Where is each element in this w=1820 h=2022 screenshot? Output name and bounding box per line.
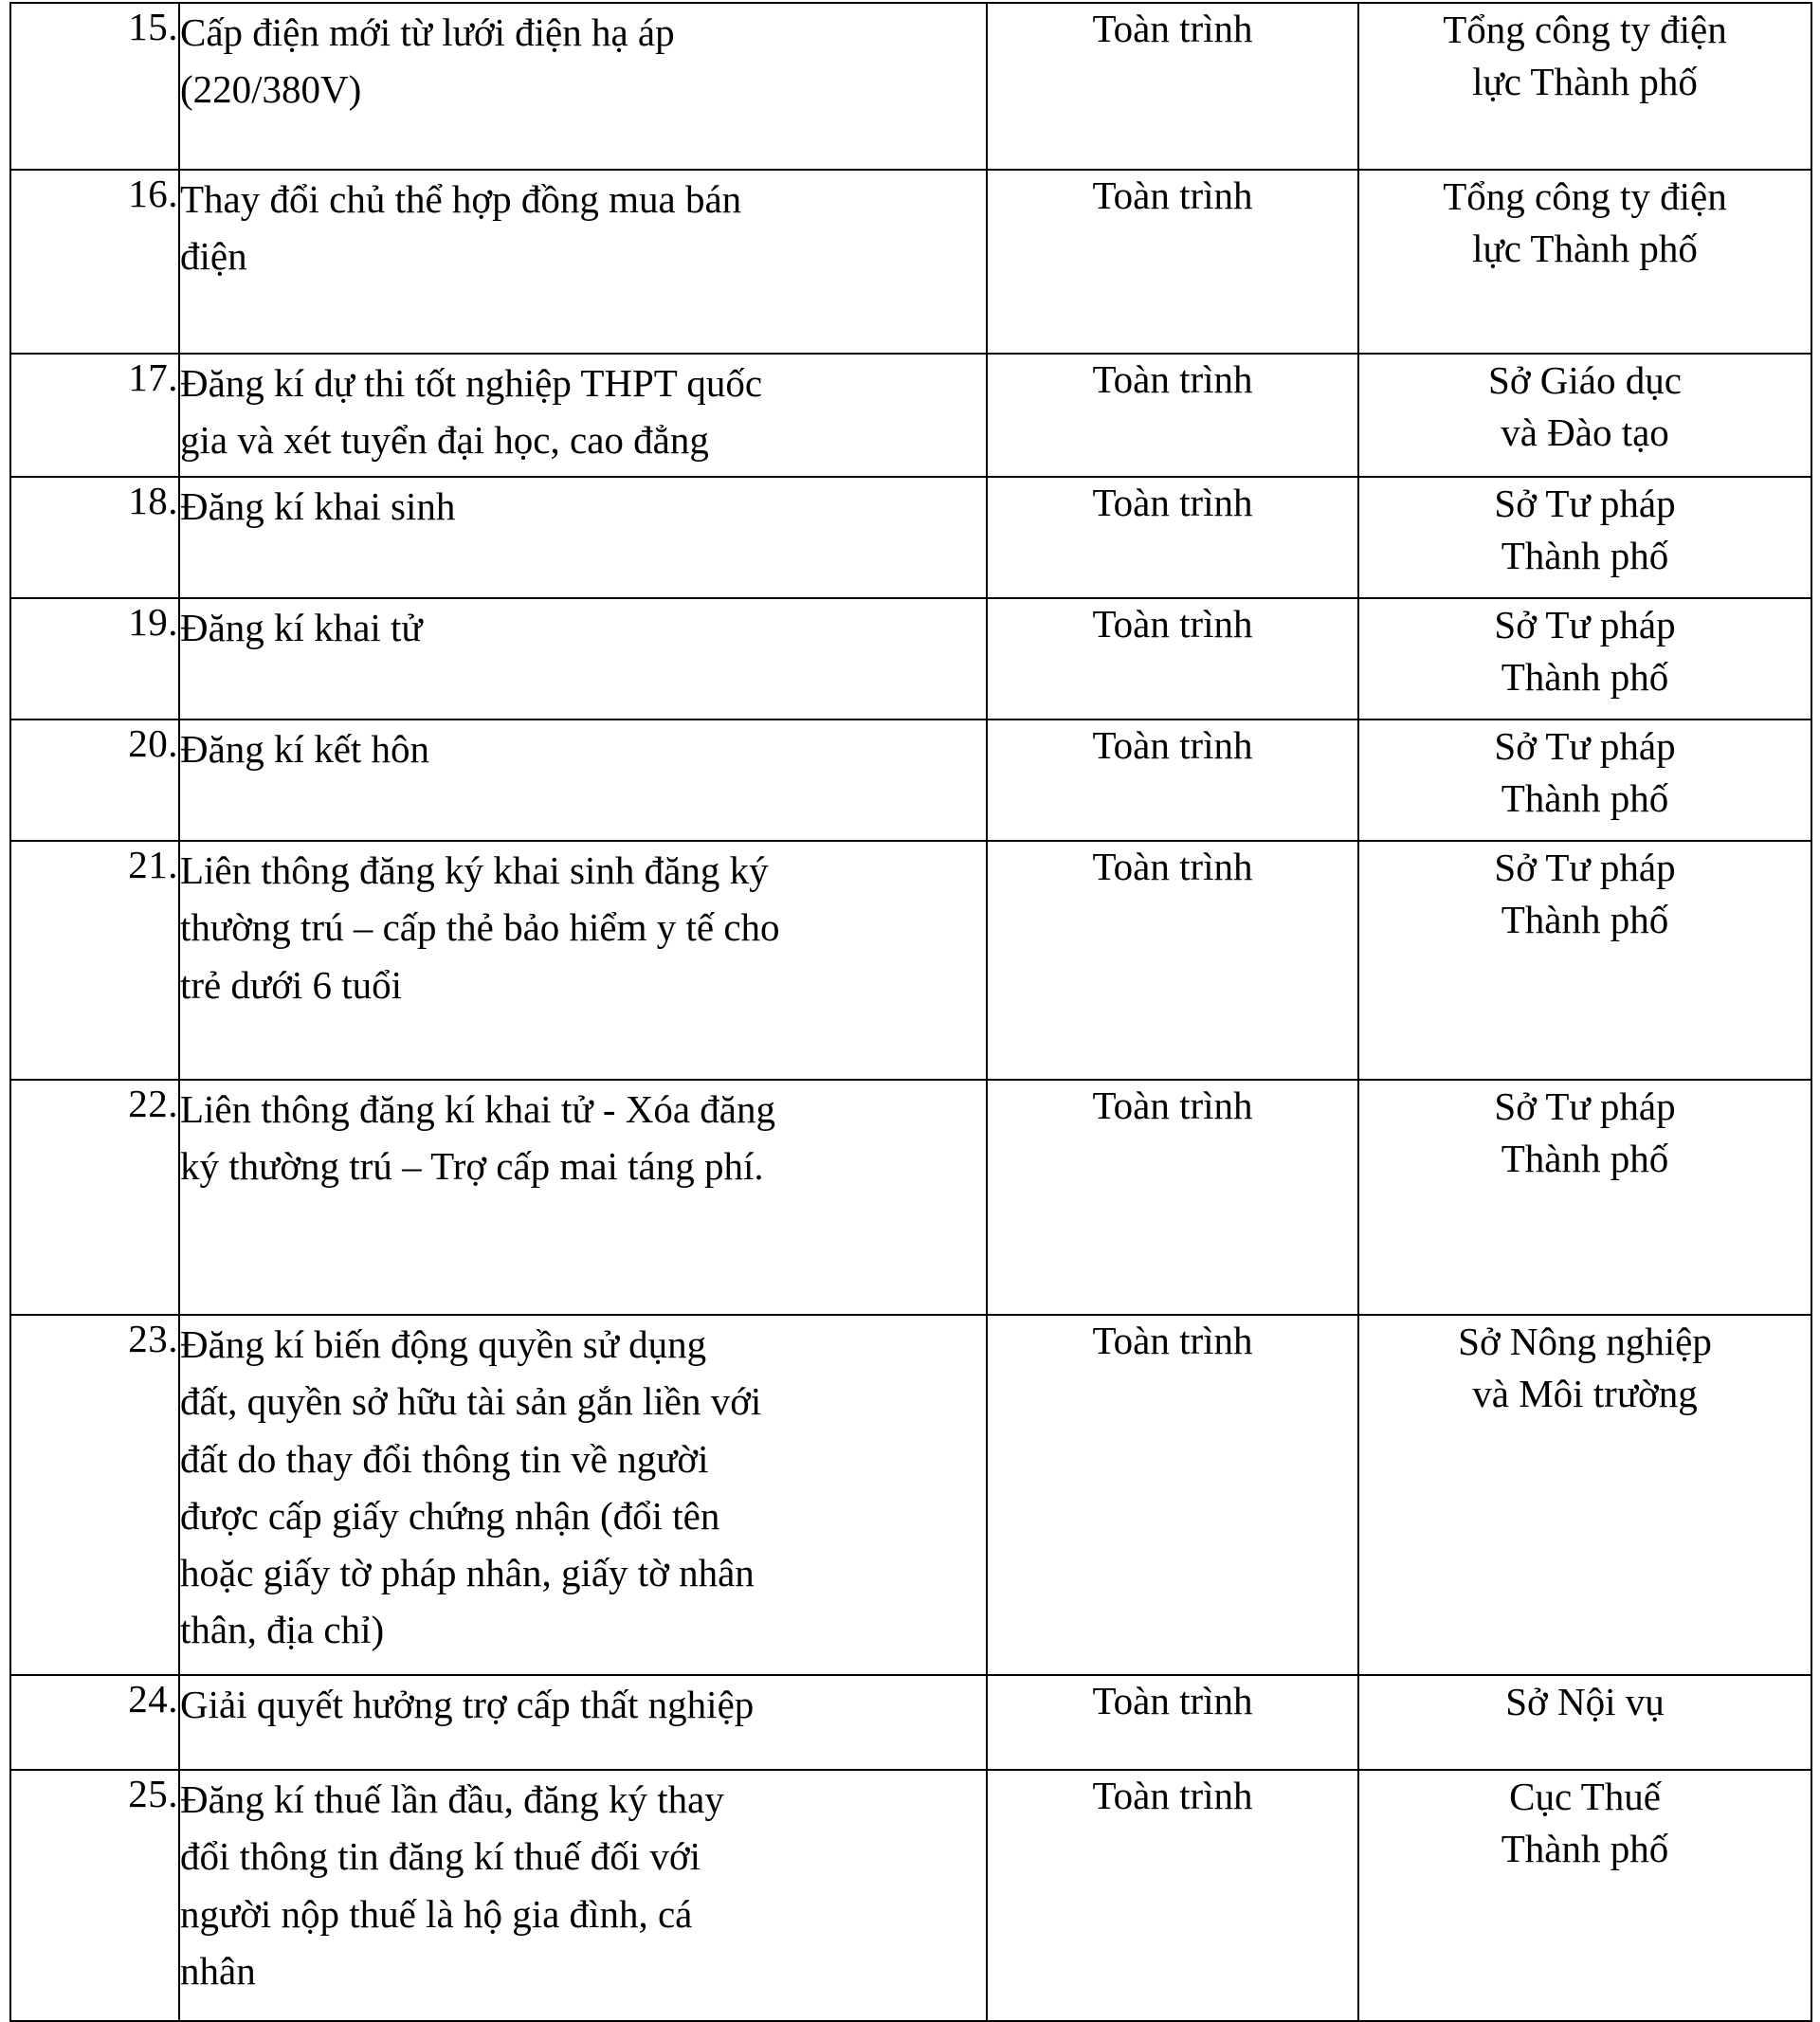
service-name-line: thân, địa chỉ) [180,1608,385,1652]
table-row [10,477,1811,598]
service-name-line: Liên thông đăng kí khai tử - Xóa đăng [180,1087,775,1131]
service-name-cell [179,1675,987,1770]
table-row [10,1770,1811,2021]
responsible-agency-line: Sở Giáo dục [1488,358,1682,402]
service-name-cell [179,170,987,354]
responsible-agency-line: và Môi trường [1472,1372,1698,1416]
responsible-agency-cell [1358,170,1811,354]
service-name-cell [179,598,987,720]
table-row [10,1675,1811,1770]
service-name-line: đất, quyền sở hữu tài sản gắn liền với [180,1379,762,1424]
row-number-cell: 21. [10,841,179,1080]
responsible-agency-line: và Đào tạo [1501,410,1669,455]
service-name-line: đổi thông tin đăng kí thuế đối với [180,1834,701,1879]
service-name-cell [179,3,987,170]
table-row [10,1315,1811,1675]
service-name-cell [179,1315,987,1675]
service-name-line: (220/380V) [180,67,362,112]
row-number-cell: 16. [10,170,179,354]
responsible-agency-line: Cục Thuế [1509,1775,1661,1818]
row-number-cell: 18. [10,477,179,598]
service-name-line: hoặc giấy tờ pháp nhân, giấy tờ nhân [180,1551,755,1595]
table-row [10,1080,1811,1315]
service-name-cell [179,720,987,841]
responsible-agency-cell [1358,354,1811,477]
responsible-agency-line: Sở Nông nghiệp [1458,1320,1712,1363]
service-name-cell [179,477,987,598]
service-name-line: Đăng kí biến động quyền sử dụng [180,1322,707,1366]
responsible-agency-cell [1358,3,1811,170]
responsible-agency-line: Thành phố [1501,534,1669,578]
table-row [10,170,1811,354]
service-name-cell [179,1080,987,1315]
row-number-cell: 23. [10,1315,179,1675]
responsible-agency-line: Tổng công ty điện [1443,8,1727,51]
row-number-cell: 24. [10,1675,179,1770]
responsible-agency-line: Sở Tư pháp [1494,482,1676,525]
service-level-cell: Toàn trình [987,841,1358,1080]
table-row [10,720,1811,841]
responsible-agency-line: Sở Tư pháp [1494,724,1676,768]
row-number-cell: 17. [10,354,179,477]
responsible-agency-cell [1358,1080,1811,1315]
table-row [10,3,1811,170]
table-row [10,598,1811,720]
service-name-line: người nộp thuế là hộ gia đình, cá [180,1891,693,1936]
responsible-agency-cell [1358,598,1811,720]
service-name-line: đất do thay đổi thông tin về người [180,1436,709,1481]
responsible-agency-line: Thành phố [1501,1827,1669,1871]
row-number-cell: 25. [10,1770,179,2021]
service-name-line: nhân [180,1948,256,1993]
responsible-agency-cell [1358,477,1811,598]
responsible-agency-cell [1358,720,1811,841]
responsible-agency-line: Sở Tư pháp [1494,1084,1676,1128]
service-name-line: ký thường trú – Trợ cấp mai táng phí. [180,1144,764,1189]
table-row [10,354,1811,477]
row-number-cell: 22. [10,1080,179,1315]
service-name-cell [179,1770,987,2021]
service-level-cell: Toàn trình [987,3,1358,170]
service-name-line: Giải quyết hưởng trợ cấp thất nghiệp [180,1683,755,1726]
service-name-cell [179,841,987,1080]
service-level-cell: Toàn trình [987,1770,1358,2021]
service-level-cell: Toàn trình [987,1080,1358,1315]
service-name-line: trẻ dưới 6 tuổi [180,962,403,1007]
row-number-cell: 20. [10,720,179,841]
service-name-line: Đăng kí khai tử [180,606,423,649]
service-name-line: Đăng kí thuế lần đầu, đăng ký thay [180,1777,724,1821]
service-name-line: điện [180,234,247,279]
service-level-cell: Toàn trình [987,1315,1358,1675]
service-name-line: được cấp giấy chứng nhận (đổi tên [180,1493,720,1538]
table-body [10,3,1811,2021]
service-name-line: Đăng kí khai sinh [180,484,456,528]
document-page [0,2,1820,1993]
service-name-line: Thay đổi chủ thể hợp đồng mua bán [180,177,742,221]
service-name-line: thường trú – cấp thẻ bảo hiểm y tế cho [180,905,780,950]
service-level-cell: Toàn trình [987,720,1358,841]
responsible-agency-line: Sở Tư pháp [1494,846,1676,889]
service-level-cell: Toàn trình [987,170,1358,354]
responsible-agency-line: lực Thành phố [1472,227,1698,271]
service-level-cell: Toàn trình [987,598,1358,720]
responsible-agency-cell [1358,1770,1811,2021]
service-level-cell: Toàn trình [987,477,1358,598]
row-number-cell: 15. [10,3,179,170]
row-number-cell: 19. [10,598,179,720]
responsible-agency-line: Thành phố [1501,655,1669,700]
service-name-line: gia và xét tuyển đại học, cao đẳng [180,418,709,463]
service-name-line: Đăng kí kết hôn [180,727,430,771]
responsible-agency-cell [1358,1315,1811,1675]
responsible-agency-line: Sở Nội vụ [1505,1680,1665,1723]
service-name-cell [179,354,987,477]
table-row [10,841,1811,1080]
service-level-cell: Toàn trình [987,1675,1358,1770]
responsible-agency-line: Sở Tư pháp [1494,603,1676,647]
responsible-agency-cell [1358,841,1811,1080]
service-name-line: Liên thông đăng ký khai sinh đăng ký [180,848,769,892]
service-name-line: Đăng kí dự thi tốt nghiệp THPT quốc [180,361,763,405]
service-name-line: Cấp điện mới từ lưới điện hạ áp [180,10,675,54]
service-level-cell: Toàn trình [987,354,1358,477]
responsible-agency-line: Thành phố [1501,898,1669,942]
responsible-agency-line: Tổng công ty điện [1443,174,1727,218]
responsible-agency-line: Thành phố [1501,1137,1669,1181]
responsible-agency-cell [1358,1675,1811,1770]
responsible-agency-line: lực Thành phố [1472,60,1698,104]
administrative-services-table [9,2,1812,2022]
responsible-agency-line: Thành phố [1501,776,1669,821]
